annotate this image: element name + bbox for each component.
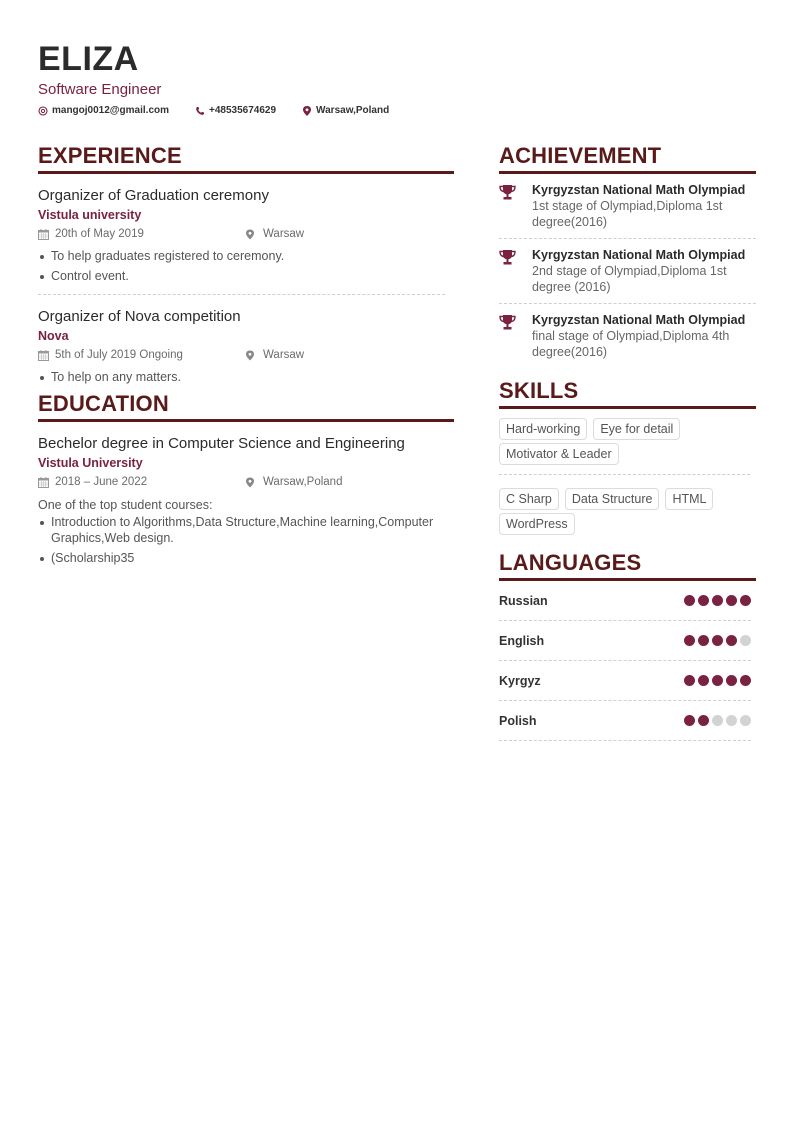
dot-empty xyxy=(740,635,751,646)
dot-filled xyxy=(698,715,709,726)
language-list xyxy=(499,581,756,741)
education-meta xyxy=(38,475,454,490)
education-bullets xyxy=(38,514,468,566)
job-bullets xyxy=(38,248,454,284)
job-meta xyxy=(38,227,454,242)
skill-group-technical xyxy=(499,475,756,538)
contact-email[interactable] xyxy=(38,104,169,118)
experience-section xyxy=(38,143,454,385)
skill-tag: HTML xyxy=(665,488,713,510)
skill-tag: WordPress xyxy=(499,513,575,535)
achievement-description: 2nd stage of Olympiad,Diploma 1st degree (2016) xyxy=(532,264,727,294)
skills-heading: SKILLS xyxy=(499,378,579,403)
skill-tag: Motivator & Leader xyxy=(499,443,619,465)
language-row xyxy=(499,661,751,701)
achievement-description: final stage of Olympiad,Diploma 4th degree(2016) xyxy=(532,329,730,359)
map-pin-icon xyxy=(246,229,257,240)
experience-item xyxy=(38,174,454,295)
organization: Nova xyxy=(38,329,69,343)
institution: Vistula University xyxy=(38,456,143,470)
achievement-item xyxy=(499,239,756,304)
contact-phone[interactable] xyxy=(195,104,276,118)
proficiency-dots xyxy=(681,675,751,686)
language-name: English xyxy=(499,633,545,648)
candidate-name: ELIZA xyxy=(38,40,139,78)
dot-empty xyxy=(726,715,737,726)
calendar-icon xyxy=(38,229,49,240)
dot-filled xyxy=(712,635,723,646)
location-text: Warsaw,Poland xyxy=(316,105,390,116)
map-pin-icon xyxy=(246,350,257,361)
bullet-item: Control event. xyxy=(38,268,454,284)
education-intro: One of the top student courses: xyxy=(38,498,213,512)
education-location: Warsaw,Poland xyxy=(246,475,342,490)
dot-filled xyxy=(684,635,695,646)
education-item xyxy=(38,422,454,566)
at-icon xyxy=(38,106,48,116)
dot-filled xyxy=(684,675,695,686)
map-pin-icon xyxy=(246,477,257,488)
trophy-icon xyxy=(499,183,532,230)
degree-title: Bechelor degree in Computer Science and Engineering xyxy=(38,435,405,452)
achievement-heading: ACHIEVEMENT xyxy=(499,143,662,168)
education-heading: EDUCATION xyxy=(38,391,169,416)
dot-filled xyxy=(712,675,723,686)
education-date: 2018 – June 2022 xyxy=(38,475,246,490)
bullet-item: To help graduates registered to ceremony. xyxy=(38,248,454,264)
language-name: Kyrgyz xyxy=(499,673,541,688)
dot-filled xyxy=(698,675,709,686)
skill-tag: Eye for detail xyxy=(593,418,680,440)
job-meta xyxy=(38,348,454,363)
resume-header xyxy=(38,40,415,118)
languages-heading: LANGUAGES xyxy=(499,550,642,575)
achievement-description: 1st stage of Olympiad,Diploma 1st degree(2016) xyxy=(532,199,723,229)
trophy-icon xyxy=(499,313,532,360)
proficiency-dots xyxy=(681,595,751,606)
calendar-icon xyxy=(38,350,49,361)
trophy-icon xyxy=(499,248,532,295)
language-name: Polish xyxy=(499,713,537,728)
candidate-title: Software Engineer xyxy=(38,81,162,98)
skill-tag: Data Structure xyxy=(565,488,660,510)
dot-filled xyxy=(726,635,737,646)
achievement-item xyxy=(499,304,756,368)
job-title: Organizer of Graduation ceremony xyxy=(38,187,269,204)
achievement-title: Kyrgyzstan National Math Olympiad xyxy=(532,248,746,262)
dot-filled xyxy=(698,595,709,606)
dot-filled xyxy=(740,675,751,686)
dot-filled xyxy=(698,635,709,646)
skill-tag: Hard-working xyxy=(499,418,587,440)
phone-text: +48535674629 xyxy=(209,105,277,116)
phone-icon xyxy=(195,106,205,116)
job-location: Warsaw xyxy=(246,227,304,242)
organization: Vistula university xyxy=(38,208,142,222)
education-section xyxy=(38,391,454,566)
job-date: 5th of July 2019 Ongoing xyxy=(38,348,246,363)
job-title: Organizer of Nova competition xyxy=(38,308,241,325)
calendar-icon xyxy=(38,477,49,488)
achievement-section xyxy=(499,143,756,368)
language-row xyxy=(499,621,751,661)
dot-filled xyxy=(712,595,723,606)
dot-filled xyxy=(726,675,737,686)
dot-filled xyxy=(740,595,751,606)
bullet-item: To help on any matters. xyxy=(38,369,454,385)
dot-filled xyxy=(684,715,695,726)
contact-row xyxy=(38,104,415,118)
languages-section xyxy=(499,550,756,741)
right-column xyxy=(499,143,756,741)
achievement-title: Kyrgyzstan National Math Olympiad xyxy=(532,313,746,327)
dot-filled xyxy=(684,595,695,606)
contact-location xyxy=(302,104,389,118)
skills-section xyxy=(499,378,756,538)
achievement-title: Kyrgyzstan National Math Olympiad xyxy=(532,183,746,197)
achievement-item xyxy=(499,174,756,239)
map-pin-icon xyxy=(302,106,312,116)
email-text: mangoj0012@gmail.com xyxy=(52,105,170,116)
left-column xyxy=(38,143,454,570)
bullet-item: Introduction to Algorithms,Data Structure,Machine learning,Computer Graphics,Web design. xyxy=(38,514,468,546)
proficiency-dots xyxy=(681,635,751,646)
language-row xyxy=(499,581,751,621)
job-bullets xyxy=(38,369,454,385)
experience-item xyxy=(38,295,454,385)
experience-heading: EXPERIENCE xyxy=(38,143,182,168)
skill-tag: C Sharp xyxy=(499,488,559,510)
language-row xyxy=(499,701,751,741)
proficiency-dots xyxy=(681,715,751,726)
job-date: 20th of May 2019 xyxy=(38,227,246,242)
bullet-item: (Scholarship35 xyxy=(38,550,468,566)
dot-empty xyxy=(740,715,751,726)
language-name: Russian xyxy=(499,593,548,608)
skill-group-soft xyxy=(499,409,756,468)
dot-filled xyxy=(726,595,737,606)
dot-empty xyxy=(712,715,723,726)
job-location: Warsaw xyxy=(246,348,304,363)
